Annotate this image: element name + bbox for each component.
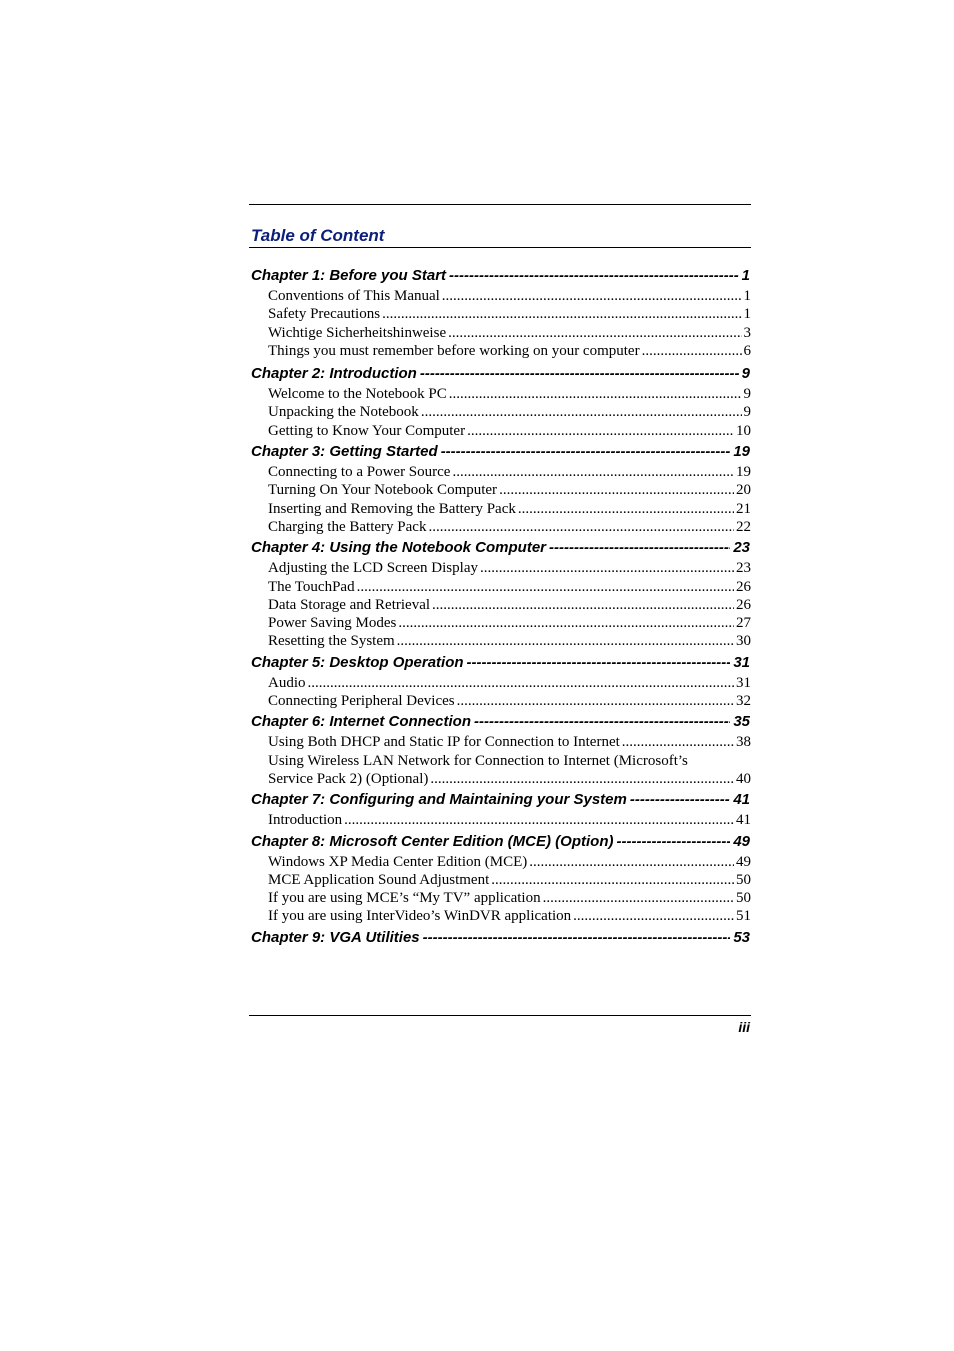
toc-entry[interactable]: Connecting Peripheral Devices ..... 32: [249, 692, 751, 710]
top-rule: [249, 204, 751, 205]
toc-chapter[interactable]: Chapter 5: Desktop Operation ----- 31: [249, 651, 750, 674]
toc-entry[interactable]: Data Storage and Retrieval ..... 26: [249, 596, 751, 614]
page-footer: [249, 1015, 751, 1035]
toc-entry[interactable]: Using Both DHCP and Static IP for Connection to Internet ..... 38: [249, 733, 751, 751]
toc-entry[interactable]: Conventions of This Manual ..... 1: [249, 287, 751, 305]
toc-entry[interactable]: Turning On Your Notebook Computer ..... 20: [249, 481, 751, 499]
title-rule: [249, 247, 751, 248]
toc-entry[interactable]: Windows XP Media Center Edition (MCE) ..... 49: [249, 853, 751, 871]
toc-entry-line1[interactable]: Using Wireless LAN Network for Connection to Internet (Microsoft’s: [268, 752, 688, 769]
toc-list: [249, 264, 751, 949]
toc-entry[interactable]: Introduction ..... 41: [249, 811, 751, 829]
toc-entry[interactable]: Service Pack 2) (Optional) ..... 40: [249, 770, 751, 788]
toc-chapter[interactable]: Chapter 7: Configuring and Maintaining your System ----- 41: [249, 788, 750, 811]
toc-entry[interactable]: MCE Application Sound Adjustment ..... 50: [249, 871, 751, 889]
toc-chapter[interactable]: Chapter 1: Before you Start ----- 1: [249, 264, 750, 287]
toc-chapter[interactable]: Chapter 4: Using the Notebook Computer ----- 23: [249, 536, 750, 559]
toc-chapter[interactable]: Chapter 2: Introduction ----- 9: [249, 362, 750, 385]
toc-entry[interactable]: Connecting to a Power Source ..... 19: [249, 463, 751, 481]
toc-entry[interactable]: Inserting and Removing the Battery Pack ..... 21: [249, 500, 751, 518]
toc-chapter[interactable]: Chapter 9: VGA Utilities ----- 53: [249, 926, 750, 949]
toc-entry[interactable]: Power Saving Modes ..... 27: [249, 614, 751, 632]
toc-chapter[interactable]: Chapter 8: Microsoft Center Edition (MCE) (Option) ----- 49: [249, 830, 750, 853]
toc-entry[interactable]: Welcome to the Notebook PC ..... 9: [249, 385, 751, 403]
toc-entry[interactable]: If you are using MCE’s “My TV” application ..... 50: [249, 889, 751, 907]
toc-chapter[interactable]: Chapter 6: Internet Connection ----- 35: [249, 710, 750, 733]
page-number: iii: [738, 1019, 750, 1035]
footer-rule: [249, 1015, 751, 1016]
toc-chapter[interactable]: Chapter 3: Getting Started ----- 19: [249, 440, 750, 463]
toc-entry[interactable]: Things you must remember before working on your computer ..... 6: [249, 342, 751, 360]
toc-entry[interactable]: Adjusting the LCD Screen Display ..... 23: [249, 559, 751, 577]
toc-entry[interactable]: Audio ..... 31: [249, 674, 751, 692]
toc-entry[interactable]: Unpacking the Notebook ..... 9: [249, 403, 751, 421]
toc-entry[interactable]: Resetting the System ..... 30: [249, 632, 751, 650]
toc-entry[interactable]: The TouchPad ..... 26: [249, 578, 751, 596]
toc-entry[interactable]: Charging the Battery Pack ..... 22: [249, 518, 751, 536]
toc-entry[interactable]: Safety Precautions ..... 1: [249, 305, 751, 323]
toc-page: [249, 204, 751, 949]
page-title: Table of Content: [251, 226, 385, 245]
toc-entry[interactable]: Getting to Know Your Computer ..... 10: [249, 422, 751, 440]
toc-entry[interactable]: If you are using InterVideo’s WinDVR application ..... 51: [249, 907, 751, 925]
toc-entry[interactable]: Wichtige Sicherheitshinweise ..... 3: [249, 324, 751, 342]
